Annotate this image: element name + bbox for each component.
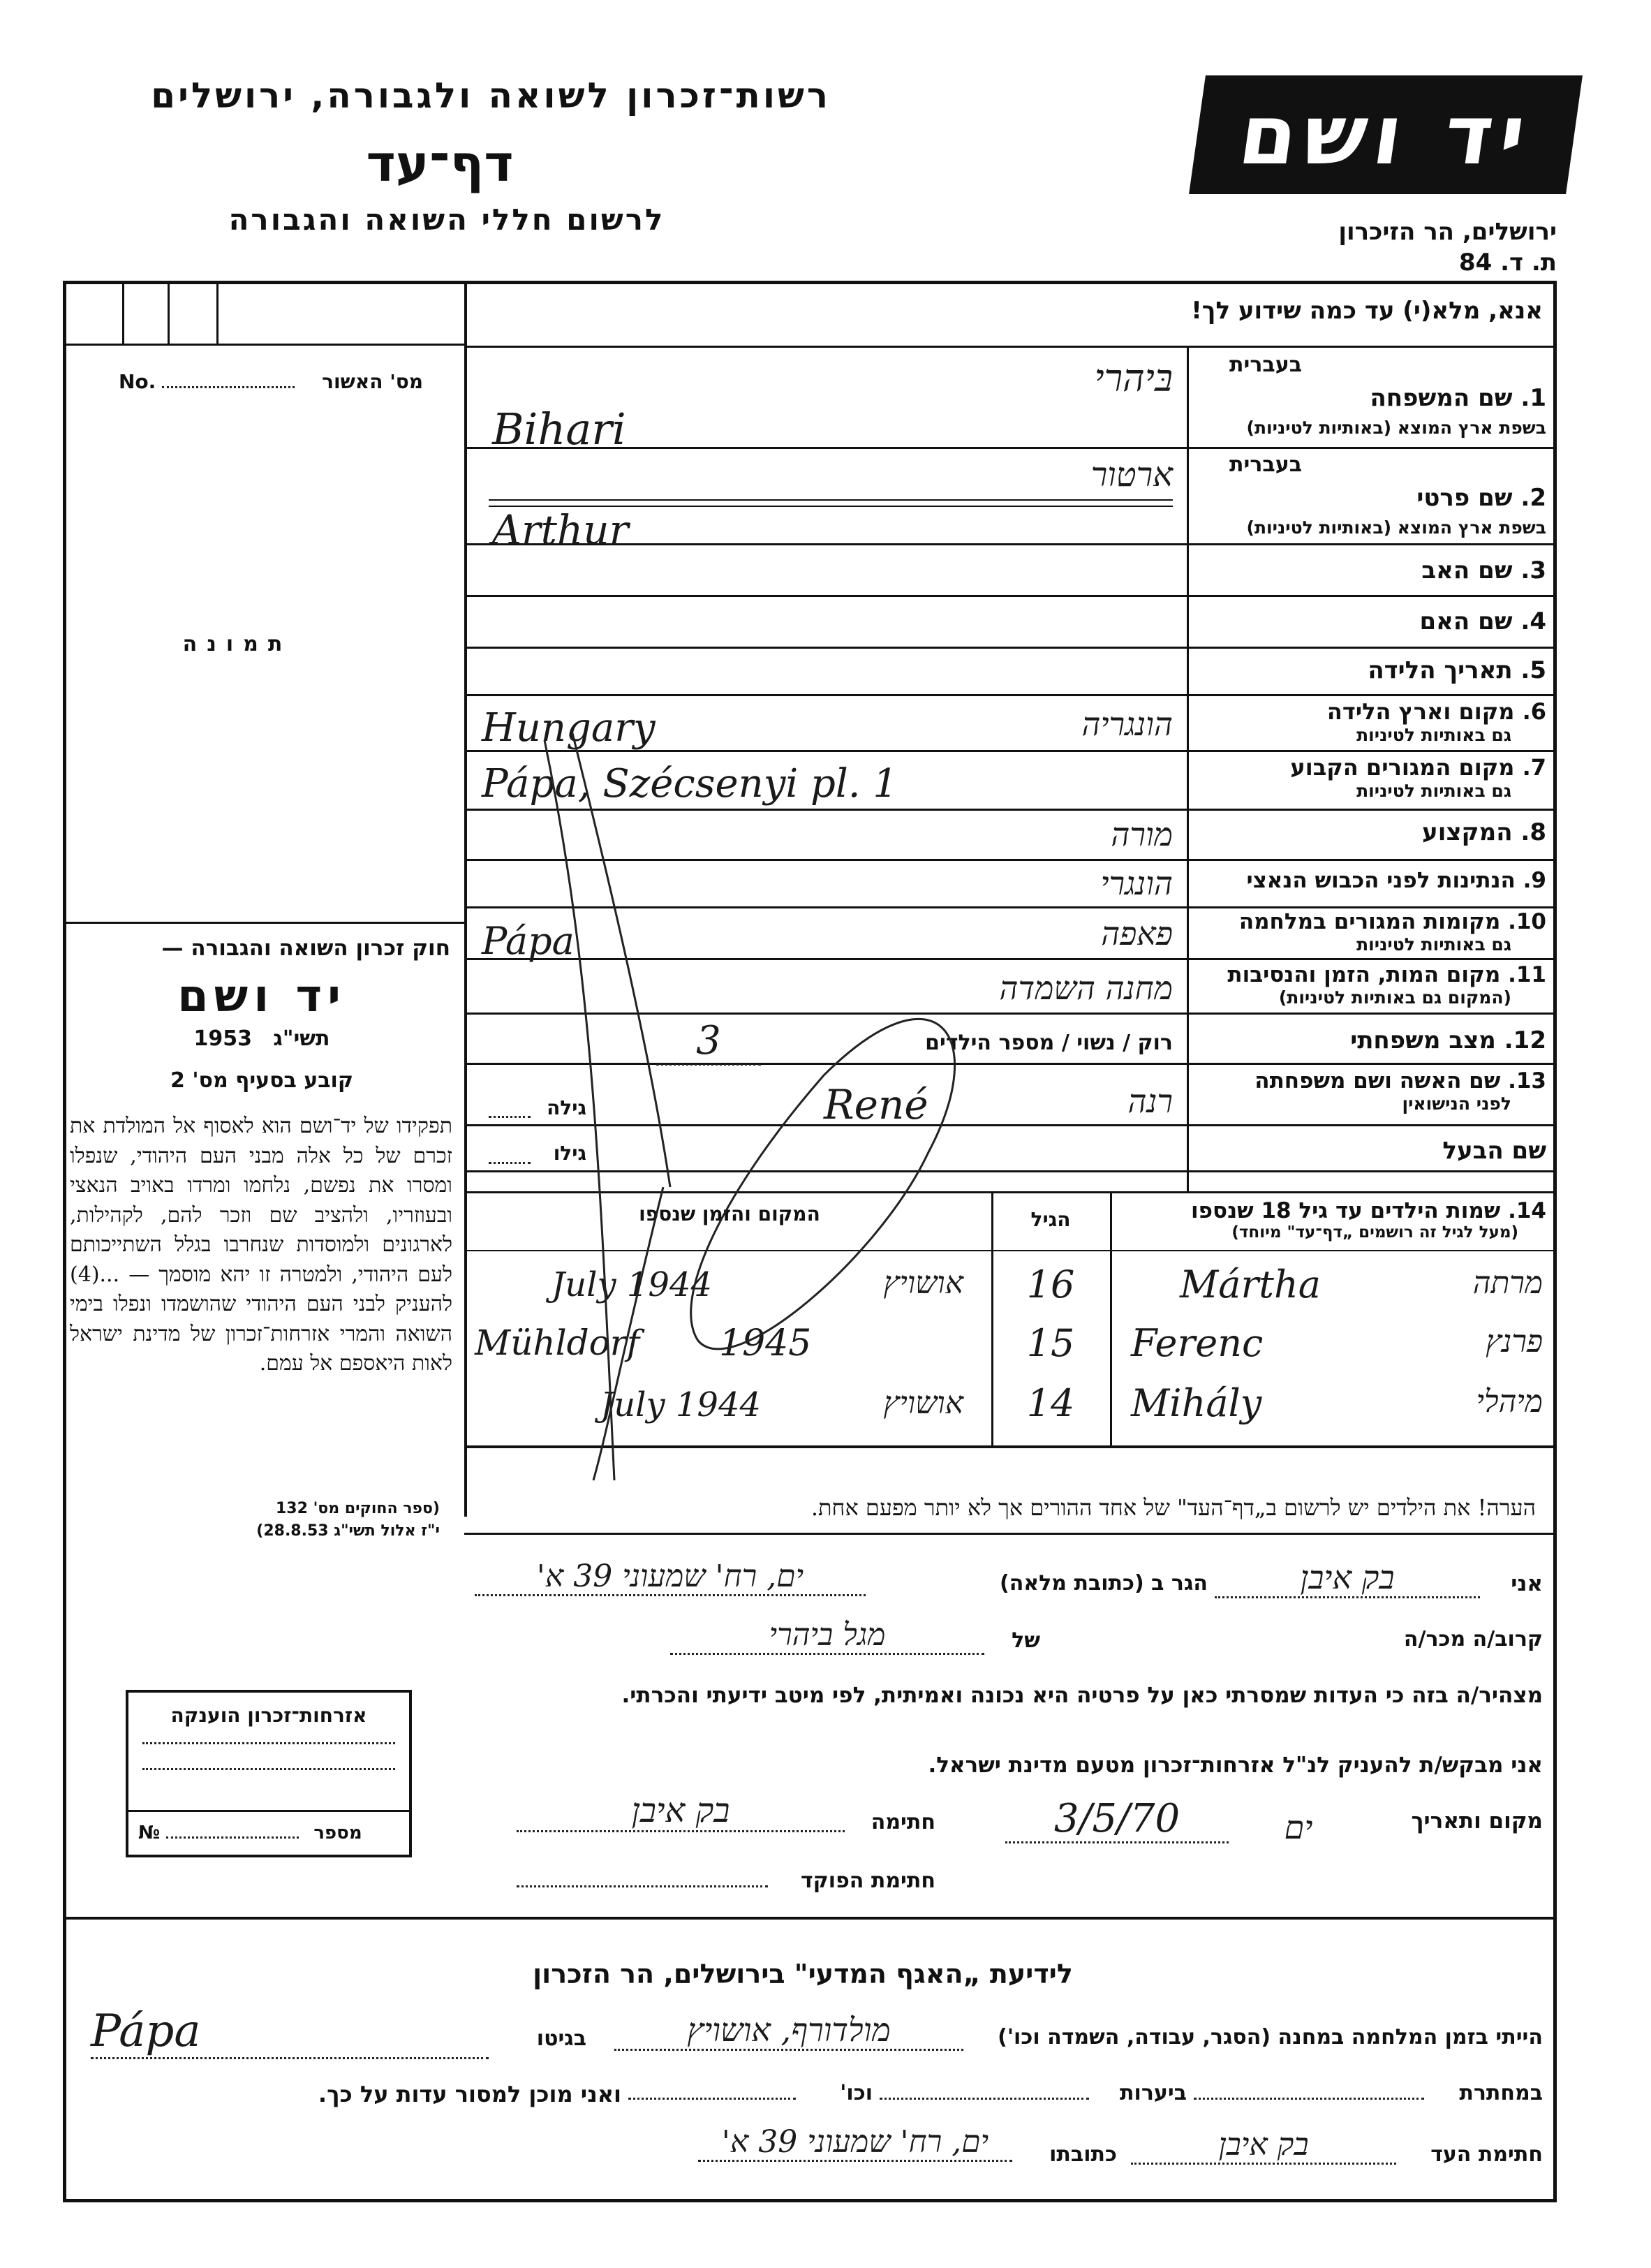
witness-sig-label: חתימת העד xyxy=(1430,2142,1543,2167)
declarant-i-label: אני xyxy=(1511,1571,1543,1596)
field-2-value-latin[interactable]: Arthur xyxy=(492,506,629,554)
forests-field[interactable] xyxy=(880,2098,1089,2100)
declarant-relative-label: קרוב/ה מכר/ה xyxy=(1403,1627,1543,1651)
field-3-num: 3. xyxy=(1520,557,1546,584)
field-1-value-latin[interactable]: Bihari xyxy=(492,404,626,455)
field-10-value-he[interactable]: פאפה xyxy=(1101,915,1173,952)
witness-sig-value[interactable]: בק איבן xyxy=(1131,2127,1396,2165)
child-2-name-he[interactable]: פרנץ xyxy=(1486,1324,1543,1360)
field-11-num: 11. xyxy=(1508,962,1546,987)
field-6-label: מקום וארץ הלידה xyxy=(1326,698,1515,725)
field-4-num: 4. xyxy=(1520,608,1546,635)
field-10-num: 10. xyxy=(1508,909,1546,934)
citizenship-no-label: № xyxy=(138,1822,161,1843)
citizenship-title: אזרחות־זכרון הוענקה xyxy=(170,1704,367,1727)
law-year-value: 1953 xyxy=(193,1026,252,1051)
field-9-label: הנתינות לפני הכבוש הנאצי xyxy=(1246,868,1516,893)
field-12-options: רוק / נשוי / מספר הילדים xyxy=(925,1031,1173,1055)
field-6-num: 6. xyxy=(1522,698,1546,725)
field-2-hebrew-tag: בעברית xyxy=(1229,452,1302,477)
field-2-num: 2. xyxy=(1520,484,1546,512)
field-12-num: 12. xyxy=(1504,1026,1546,1054)
field-1-num: 1. xyxy=(1520,384,1546,412)
field-6-value-latin[interactable]: Hungary xyxy=(482,705,656,751)
signature-label: חתימה xyxy=(871,1810,935,1834)
field-5-label: תאריך הלידה xyxy=(1368,656,1513,684)
ink-slash-2 xyxy=(572,733,670,1187)
field-13-note: לפני הנישואין xyxy=(1402,1094,1511,1114)
field-1-value-he[interactable]: בּיהרי xyxy=(1094,356,1173,400)
law-year-label: תשי"ג xyxy=(273,1026,330,1051)
field-10-note: גם באותיות לטיניות xyxy=(1356,934,1511,955)
field-7-value-latin[interactable]: Pápa, Szécsenyi pl. 1 xyxy=(482,761,898,807)
field-11-label: מקום המות, הזמן והנסיבות xyxy=(1227,962,1501,987)
field-6-value-he[interactable]: הונגריה xyxy=(1081,705,1173,743)
place-value[interactable]: ים xyxy=(1284,1809,1313,1846)
witness-address-label: כתובתו xyxy=(1049,2142,1117,2167)
field-7-label: מקום המגורים הקבוע xyxy=(1290,754,1515,781)
address-line2: ת. ד. 84 xyxy=(1458,249,1557,277)
child-1-date[interactable]: July 1944 xyxy=(551,1265,713,1304)
certificate-label: מס' האשור xyxy=(322,370,424,393)
field-13-label: שם האשה ושם משפחתה xyxy=(1254,1068,1501,1094)
field-12-children-count[interactable]: 3 xyxy=(656,1018,761,1066)
child-2-age[interactable]: 15 xyxy=(1026,1321,1075,1365)
place-date-label: מקום ותאריך xyxy=(1411,1809,1543,1834)
field-9-value-he[interactable]: הונגרי xyxy=(1100,864,1173,902)
field-13-age-label: גילה xyxy=(547,1096,586,1119)
field-2-label: שם פרטי xyxy=(1416,484,1513,512)
field-7-num: 7. xyxy=(1522,754,1546,781)
note-text: הערה! את הילדים יש לרשום ב„דף־העד" של אחד ההורים אך לא יותר מפעם אחת. xyxy=(810,1494,1536,1521)
law-section: קובע בסעיף מס' 2 xyxy=(170,1068,353,1093)
law-title: חוק זכרון השואה והגבורה — xyxy=(161,936,450,961)
field-1-hebrew-tag: בעברית xyxy=(1229,353,1302,377)
law-ref1: (ספר החוקים מס' 132 xyxy=(275,1500,440,1517)
ready-label: ואני מוכן למסור עדות על כך. xyxy=(318,2081,621,2107)
child-1-place-he[interactable]: אושויץ xyxy=(883,1265,963,1301)
declaration-2: אני מבקש/ת להעניק לנ"ל אזרחות־זכרון מטעם מדינת ישראל. xyxy=(928,1753,1543,1778)
field-8-label: המקצוע xyxy=(1422,818,1513,846)
declarant-relation[interactable]: מגל ביהרי xyxy=(670,1617,984,1655)
field-8-value-he[interactable]: מורה xyxy=(1111,816,1173,853)
field-husband-age-label: גילו xyxy=(553,1142,586,1165)
field-1-label: שם המשפחה xyxy=(1370,384,1513,412)
declarant-resides-label: הגר ב (כתובת מלאה) xyxy=(999,1571,1208,1596)
child-2-date[interactable]: 1945 xyxy=(719,1323,812,1364)
citizenship-box xyxy=(126,1690,412,1857)
child-2-place-latin[interactable]: Mühldorf xyxy=(475,1323,640,1363)
citizenship-number-label: מספר xyxy=(313,1822,362,1843)
child-1-age[interactable]: 16 xyxy=(1026,1262,1075,1306)
field-2-latin-note: בשפת ארץ המוצא (באותיות לטיניות) xyxy=(1246,517,1546,538)
hiding-field[interactable] xyxy=(1194,2098,1424,2100)
field-9-num: 9. xyxy=(1523,868,1546,893)
ink-slash-1 xyxy=(545,740,614,1480)
children-label: שמות הילדים עד גיל 18 שנספו xyxy=(1191,1198,1501,1223)
forests-label: ביערות xyxy=(1120,2081,1187,2105)
field-6-note: גם באותיות לטיניות xyxy=(1356,725,1511,745)
field-13-value-latin[interactable]: René xyxy=(824,1081,928,1128)
children-num: 14. xyxy=(1508,1198,1546,1223)
form-subtitle: לרשום חללי השואה והגבורה xyxy=(228,202,665,237)
hiding-label: במחתרת xyxy=(1459,2081,1543,2105)
form-title: דף־עד xyxy=(366,134,514,193)
field-11-note: (המקום גם באותיות לטיניות) xyxy=(1278,987,1511,1008)
children-note: (מעל לגיל זה רושמים „דף־עד" מיוחד) xyxy=(1231,1223,1518,1242)
field-1-latin-note: בשפת ארץ המוצא (באותיות לטיניות) xyxy=(1246,418,1546,438)
child-3-date[interactable]: July 1944 xyxy=(600,1385,762,1424)
citizenship-number-field[interactable] xyxy=(166,1836,299,1839)
field-2-value-he[interactable]: ארטור xyxy=(1090,455,1173,494)
children-col-age: הגיל xyxy=(1030,1208,1071,1231)
field-10-label: מקומות המגורים במלחמה xyxy=(1238,909,1501,934)
field-7-note: גם באותיות לטיניות xyxy=(1356,781,1511,801)
child-3-age[interactable]: 14 xyxy=(1026,1381,1075,1425)
etc-label: וכו' xyxy=(840,2081,873,2105)
declaration-1: מצהיר/ה בזה כי העדות שמסרתי כאן על פרטיה היא נכונה ואמיתית, לפי מיטב ידיעתי והכרתי. xyxy=(621,1683,1543,1708)
declarant-i-value[interactable]: בק איבן xyxy=(1215,1559,1480,1598)
field-10-value-latin[interactable]: Pápa xyxy=(482,919,575,963)
child-3-name-latin[interactable]: Mihály xyxy=(1131,1381,1262,1425)
logo-text: יד ושם xyxy=(1233,87,1539,183)
address-line1: ירושלים, הר הזיכרון xyxy=(1338,218,1557,246)
declarant-of-label: של xyxy=(1012,1628,1040,1653)
child-3-name-he[interactable]: מיהלי xyxy=(1476,1384,1543,1420)
field-13-num: 13. xyxy=(1508,1068,1546,1094)
camp-label: הייתי בזמן המלחמה במחנה (הסגר, עבודה, השמדה וכו') xyxy=(998,2025,1543,2049)
signature-value[interactable]: בק איבן xyxy=(517,1791,845,1832)
etc-field[interactable] xyxy=(628,2098,796,2100)
declarant-address[interactable]: ים, רח' שמעוני 39 א' xyxy=(475,1559,866,1596)
law-ref2: י"ז אלול תשי"ג 28.8.53) xyxy=(256,1522,440,1540)
field-12-label: מצב משפחתי xyxy=(1350,1026,1496,1054)
law-text: תפקידו של יד־ושם הוא לאסוף אל המולדת את זכרם של כל אלה מבני העם היהודי, שנפלו ומסרו את נפשם, נלחמו ומרדו באויב הנאצי ובעוזריו, ולהציב שם וזכר להם, לקהילות, לארגונים ולמוסדות שנחרבו בגלל השתייכותם לעם היהודי, ולמטרה זו יהא מוסמך — ...(4) להעניק לבני העם היהודי שהושמדו ונפלו בימי השואה והמרי אזרחות־זכרון של מדינת ישראל לאות היאספם אל עמם. xyxy=(70,1114,452,1376)
field-husband-label: שם הבעל xyxy=(1442,1137,1546,1165)
field-11-value-he[interactable]: מחנה השמדה xyxy=(999,969,1173,1007)
child-1-name-he[interactable]: מרתה xyxy=(1472,1265,1543,1301)
children-col-place: המקום והזמן שנספו xyxy=(639,1202,820,1225)
photo-label: תמונה xyxy=(182,632,293,656)
field-5-num: 5. xyxy=(1520,656,1546,684)
child-3-place-he[interactable]: אושויץ xyxy=(883,1385,963,1421)
ghetto-value[interactable]: Pápa xyxy=(91,2005,489,2059)
no-label: No. xyxy=(119,370,156,393)
camp-value[interactable]: מולדורף, אושויץ xyxy=(614,2011,963,2051)
field-3-label: שם האב xyxy=(1421,557,1513,584)
officer-signature[interactable] xyxy=(517,1885,768,1887)
child-2-name-latin[interactable]: Ferenc xyxy=(1131,1321,1264,1365)
law-logo: יד ושם xyxy=(177,971,346,1022)
field-4-label: שם האם xyxy=(1419,608,1513,635)
field-13-value-he[interactable]: רנה xyxy=(1127,1082,1173,1120)
intro-text: אנא, מלא(י) עד כמה שידוע לך! xyxy=(1191,297,1543,325)
child-1-name-latin[interactable]: Mártha xyxy=(1180,1262,1321,1306)
date-value[interactable]: 3/5/70 xyxy=(1005,1796,1229,1843)
ink-oval xyxy=(691,1019,955,1348)
ghetto-label: בגיטו xyxy=(536,2026,586,2051)
field-8-num: 8. xyxy=(1520,818,1546,846)
authority-line: רשות־זכרון לשואה ולגבורה, ירושלים xyxy=(151,75,831,116)
bottom-title: לידיעת „האגף המדעי" בירושלים, הר הזכרון xyxy=(533,1959,1073,1989)
ink-slash-3 xyxy=(593,1187,663,1480)
witness-address-value[interactable]: ים, רח' שמעוני 39 א' xyxy=(698,2124,1012,2162)
officer-signature-label: חתימת הפוקד xyxy=(801,1869,935,1893)
